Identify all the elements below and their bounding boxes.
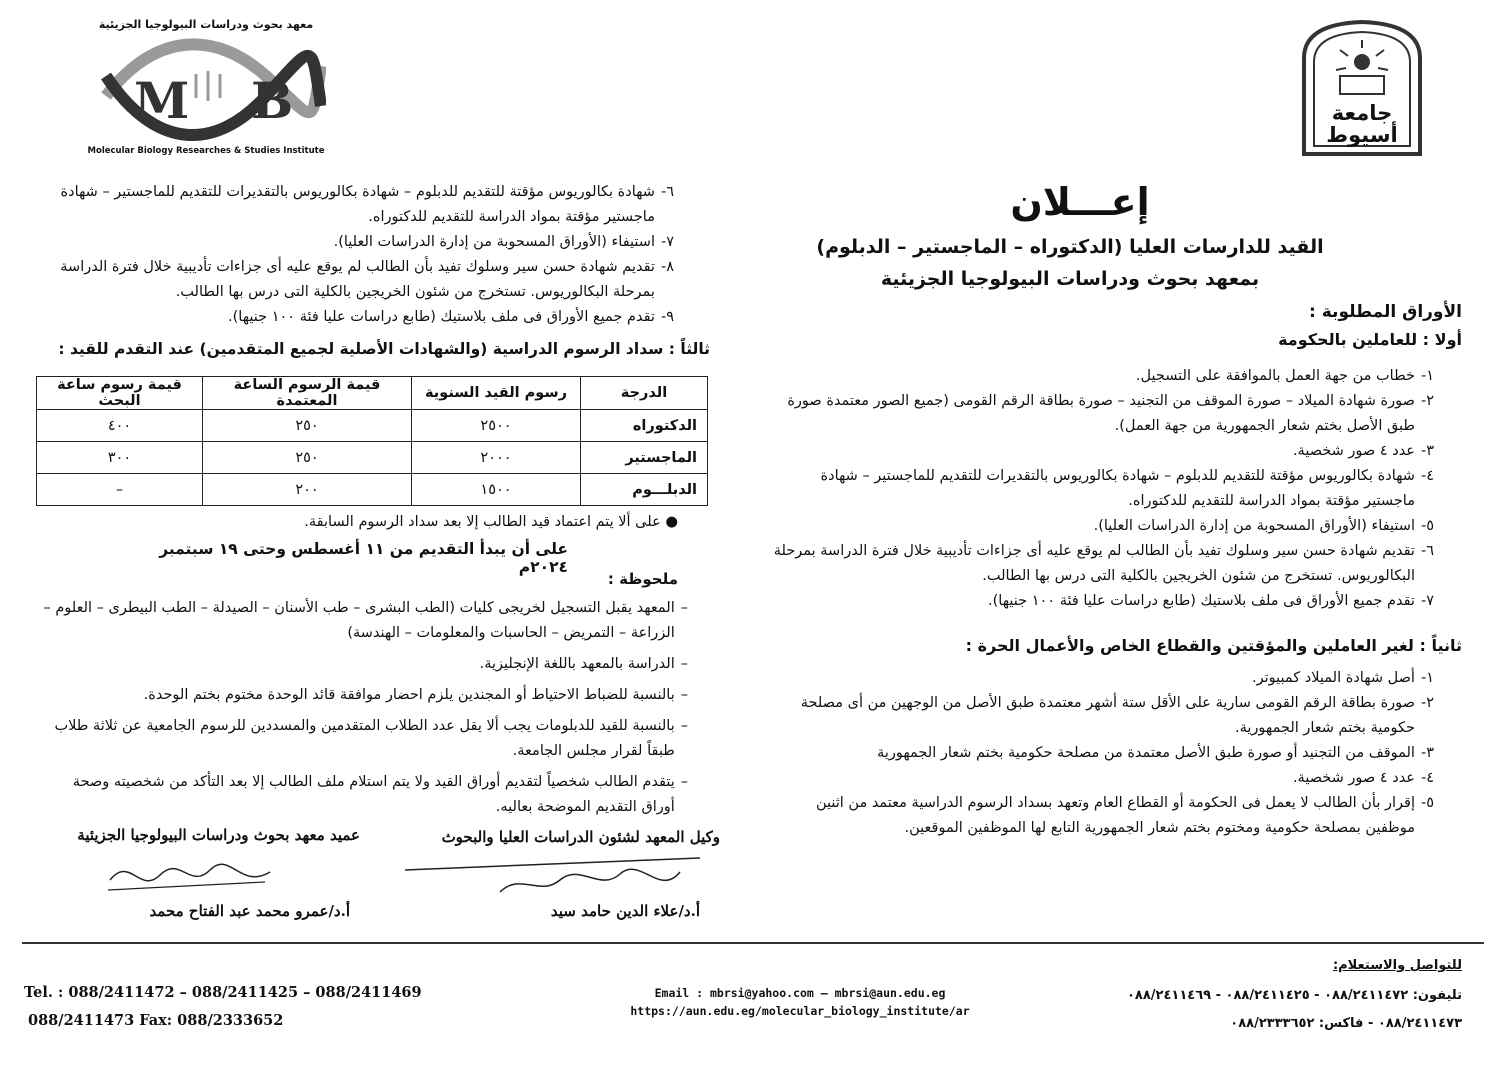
website-link[interactable]: https://aun.edu.eg/molecular_biology_institute/ar [630,1004,970,1018]
note-text: الدراسة بالمعهد باللغة الإنجليزية. [479,656,675,672]
list-item-text: إقرار بأن الطالب لا يعمل فى الحكومة أو القطاع العام وتعهد بسداد الرسوم الدراسية معتمد من اثنين موظفين بمصلحة حكومية ومختوم بختم شعار الجمهورية التابع لها الموظفين الموقعين. [815,795,1415,836]
fees-col-degree: الدرجة [581,377,708,410]
list-item [772,439,1434,464]
email-line[interactable]: Email : mbrsi@yahoo.com – mbrsi@aun.edu.eg [654,986,946,1000]
table-row [37,410,708,442]
list-item-text: خطاب من جهة العمل بالموافقة على التسجيل. [1135,368,1415,384]
required-papers-heading: الأوراق المطلوبة : [1309,302,1462,322]
list-item-text: عدد ٤ صور شخصية. [1292,770,1415,786]
note-dash-icon: – [680,656,688,672]
fees-col-research-hour: قيمة رسوم ساعة البحث [37,377,203,410]
dna-helix-logo-icon [96,36,326,144]
note-item [36,770,688,820]
list-item-number: ١- [1420,368,1434,384]
list-item-number: ٥- [1420,795,1434,811]
university-logo-text: جامعة أسيوط [1326,101,1398,147]
list-item [772,389,1434,439]
list-item [36,230,674,255]
list-item-number: ١- [1420,670,1434,686]
application-dates: على أن يبدأ التقديم من ١١ أغسطس وحتى ١٩ سبتمبر ٢٠٢٤م [159,540,568,576]
announcement-subtitle-programs: القيد للدارسات العليا (الدكتوراه – الماجستير – الدبلوم) [816,236,1324,258]
note-text: يتقدم الطالب شخصياً لتقديم أوراق القيد ولا يتم استلام ملف الطالب إلا بعد التأكد من شخصيته وصحة أوراق التقديم الموضحة بعاليه. [72,774,675,815]
note-dash-icon: – [680,687,688,703]
note-dash-icon: – [680,600,688,616]
payment-note-bullet [150,510,678,535]
continued-list [36,180,674,330]
section2-list [772,666,1434,841]
list-item-number: ٤- [1420,770,1434,786]
dean-name: أ.د/عمرو محمد عبد الفتاح محمد [149,902,350,920]
table-cell: ٤٠٠ [37,410,203,442]
list-item [36,180,674,230]
announcement-subtitle-institute: بمعهد بحوث ودراسات البيولوجيا الجزيئية [880,268,1260,290]
university-logo [1296,18,1428,158]
list-item-number: ٧- [1420,593,1434,609]
fees-table [36,376,708,506]
table-cell: الدبلـــوم [581,474,708,506]
footer-divider [22,942,1484,944]
list-item-text: تقديم شهادة حسن سير وسلوك تفيد بأن الطالب لم يوقع عليه أى جزاءات تأديبية خلال فترة الدراسة بمرحلة البكالوريوس. تستخرج من شئون الخريجين بالكلية التى درس بها الطالب. [60,259,655,300]
note-item [36,596,688,646]
list-item-text: أصل شهادة الميلاد كمبيوتر. [1252,670,1415,686]
section3-heading: ثالثاً : سداد الرسوم الدراسية (والشهادات الأصلية لجميع المتقدمين) عند التقدم للقيد : [58,340,710,358]
list-item-text: تقدم جميع الأوراق فى ملف بلاستيك (طابع دراسات عليا فئة ١٠٠ جنيها). [988,593,1415,609]
fees-col-credit-hour: قيمة الرسوم الساعة المعتمدة [203,377,412,410]
list-item-number: ٥- [1420,518,1434,534]
announcement-title: إعـــلان [1010,180,1150,224]
institute-logo [86,18,336,158]
section1-list [772,364,1434,614]
list-item-text: تقدم جميع الأوراق فى ملف بلاستيك (طابع دراسات عليا فئة ١٠٠ جنيها). [228,309,655,325]
fees-col-annual: رسوم القيد السنوية [412,377,581,410]
notes-list [36,596,688,826]
table-cell: ٢٥٠٠ [412,410,581,442]
list-item-text: شهادة بكالوريوس مؤقتة للتقديم للدبلوم – شهادة بكالوريوس بالتقديرات للتقديم للماجستير – شهادة ماجستير مؤقتة بمواد الدراسة للتقديم للدكتوراه. [820,468,1415,509]
list-item-number: ٦- [1420,543,1434,559]
table-cell: الماجستير [581,442,708,474]
list-item-number: ٤- [1420,468,1434,484]
table-cell: ٢٥٠ [203,410,412,442]
list-item [772,791,1434,841]
vice-dean-signature-icon [400,852,710,902]
list-item-text: الموقف من التجنيد أو صورة طبق الأصل معتمدة من مصلحة حكومية بختم شعار الجمهورية [877,745,1415,761]
list-item-number: ٦- [660,184,674,200]
contact-heading: للتواصل والاستعلام: [1332,958,1462,973]
list-item-number: ٩- [660,309,674,325]
list-item-text: عدد ٤ صور شخصية. [1292,443,1415,459]
notes-heading: ملحوظة : [607,570,678,588]
table-row [37,474,708,506]
list-item-text: استيفاء (الأوراق المسحوبة من إدارة الدراسات العليا). [333,234,655,250]
note-dash-icon: – [680,774,688,790]
table-cell: – [37,474,203,506]
section1-heading: أولا : للعاملين بالحكومة [1278,330,1462,349]
list-item-number: ٢- [1420,695,1434,711]
dean-title: عميد معهد بحوث ودراسات البيولوجيا الجزيئية [77,826,360,844]
fax-english: 088/2411473 Fax: 088/2333652 [28,1012,284,1029]
institute-logo-arabic-name: معهد بحوث ودراسات البيولوجيا الجزيئية [98,18,314,31]
list-item [772,666,1434,691]
table-cell: الدكتوراه [581,410,708,442]
list-item-number: ٨- [660,259,674,275]
table-cell: ٣٠٠ [37,442,203,474]
table-row [37,442,708,474]
note-text: بالنسبة للقيد للدبلومات يجب ألا يقل عدد الطلاب المتقدمين والمسددين للرسوم الجامعية عن ثلاثة طلاب طبقاً لقرار مجلس الجامعة. [54,718,675,759]
list-item-number: ٢- [1420,393,1434,409]
list-item-number: ٣- [1420,745,1434,761]
list-item [772,691,1434,741]
note-item [36,683,688,708]
phone-arabic: تليفون: ٠٨٨/٢٤١١٤٧٢ - ٠٨٨/٢٤١١٤٢٥ - ٠٨٨/٢٤١١٤٦٩ [1126,988,1462,1003]
note-text: بالنسبة للضباط الاحتياط أو المجندين يلزم احضار موافقة قائد الوحدة مختوم بختم الوحدة. [143,687,675,703]
list-item [36,305,674,330]
fees-table-header-row [37,377,708,410]
list-item-text: استيفاء (الأوراق المسحوبة من إدارة الدراسات العليا). [1093,518,1415,534]
phone-english: Tel. : 088/2411472 – 088/2411425 – 088/2411469 [24,984,422,1001]
table-cell: ١٥٠٠ [412,474,581,506]
list-item [772,514,1434,539]
table-cell: ٢٠٠ [203,474,412,506]
table-cell: ٢٠٠٠ [412,442,581,474]
list-item-text: صورة بطاقة الرقم القومى سارية على الأقل ستة أشهر معتمدة طبق الأصل من الوجهين من أى مصلحة حكومية بختم شعار الجمهورية. [800,695,1415,736]
list-item-text: تقديم شهادة حسن سير وسلوك تفيد بأن الطالب لم يوقع عليه أى جزاءات تأديبية خلال فترة الدراسة بمرحلة البكالوريوس. تستخرج من شئون الخريجين بالكلية التى درس بها الطالب. [773,543,1415,584]
payment-note-text: على ألا يتم اعتماد قيد الطالب إلا بعد سداد الرسوم السابقة. [304,514,661,530]
list-item-number: ٧- [660,234,674,250]
note-item [36,652,688,677]
note-item [36,714,688,764]
list-item-text: صورة شهادة الميلاد – صورة الموقف من التجنيد – صورة بطاقة الرقم القومى (جميع الصور معتمدة صورة طبق الأصل بختم شعار الجمهورية من جهة العمل). [787,393,1415,434]
list-item [772,741,1434,766]
note-text: المعهد يقبل التسجيل لخريجى كليات (الطب البشرى – طب الأسنان – الصيدلة – الطب البيطرى – العلوم – الزراعة – التمريض – الحاسبات والمعلومات – الهندسة) [43,600,675,641]
table-cell: ٢٥٠ [203,442,412,474]
institute-logo-english-name: Molecular Biology Researches & Studies Institute [87,146,325,156]
bullet-dot-icon: ● [660,514,678,530]
fax-arabic: ٠٨٨/٢٤١١٤٧٣ - فاكس: ٠٨٨/٢٣٣٣٦٥٢ [1230,1016,1462,1031]
list-item [772,539,1434,589]
list-item [772,364,1434,389]
dean-signature-icon [100,850,280,900]
list-item-text: شهادة بكالوريوس مؤقتة للتقديم للدبلوم – شهادة بكالوريوس بالتقديرات للتقديم للماجستير – شهادة ماجستير مؤقتة بمواد الدراسة للتقديم للدكتوراه. [60,184,655,225]
note-dash-icon: – [680,718,688,734]
vice-dean-name: أ.د/علاء الدين حامد سيد [550,902,700,920]
svg-text:M: M [134,71,190,130]
list-item [36,255,674,305]
vice-dean-title: وكيل المعهد لشئون الدراسات العليا والبحوث [441,828,720,846]
svg-text:B: B [251,71,294,130]
list-item [772,766,1434,791]
list-item [772,589,1434,614]
section2-heading: ثانياً : لغير العاملين والمؤقتين والقطاع الخاص والأعمال الحرة : [965,636,1462,655]
list-item [772,464,1434,514]
list-item-number: ٣- [1420,443,1434,459]
